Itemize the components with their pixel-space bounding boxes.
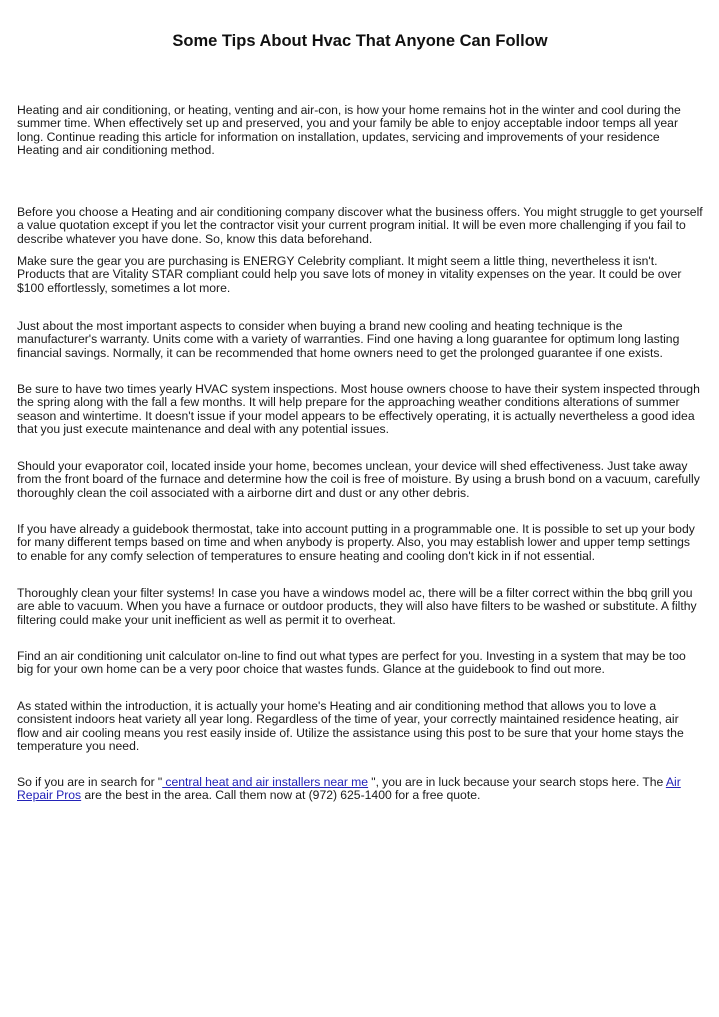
paragraph-intro: Heating and air conditioning, or heating, venting and air-con, is how your home remains hot in the winter and cool during the summer time. When effectively set up and preserved, you and your family be able to enjoy acceptable indoor temps all year long. Continue reading this article for information on installation, updates, servicing and improvements of your residence Heating and air conditioning method. <box>17 103 681 158</box>
paragraph-inspections: Be sure to have two times yearly HVAC system inspections. Most house owners choose to have their system inspected through the spring along with the fall a few months. It will help prepare for the approaching weather conditions alterations of summer season and wintertime. It doesn't issue if your model appears to be effectively operating, it is actually nevertheless a good idea that you just execute maintenance and deal with any potential issues. <box>17 382 700 437</box>
paragraph-calculator: Find an air conditioning unit calculator on-line to find out what types are perfect for you. Investing in a system that may be too big for your own home can be a very poor choice that wastes funds. Glance at the guidebook to find out more. <box>17 649 686 677</box>
page-title: Some Tips About Hvac That Anyone Can Follow <box>172 32 548 50</box>
paragraph-conclusion: As stated within the introduction, it is actually your home's Heating and air conditioning method that allows you to love a consistent indoors heat variety all year long. Regardless of the time of year, your correctly maintained residence heating, air flow and air cooling means you rest easily inside of. Utilize the assistance using this post to be sure that your home stays the temperature you need. <box>17 699 684 754</box>
closing-text-middle: ", you are in luck because your search stops here. The <box>368 775 666 789</box>
closing-text-end: are the best in the area. Call them now at (972) 625-1400 for a free quote. <box>81 788 481 803</box>
paragraph-warranty: Just about the most important aspects to consider when buying a brand new cooling and heating technique is the manufacturer's warranty. Units come with a variety of warranties. Find one having a long guarantee for optimum long lasting financial savings. Normally, it can be recommended that home owners need to get the prolonged guarantee if one exists. <box>17 319 680 360</box>
paragraph-filters: Thoroughly clean your filter systems! In case you have a windows model ac, there will be a filter correct within the bbq grill you are able to vacuum. When you have a furnace or outdoor products, they will also have filters to be washed or substitute. A filthy filtering could make your unit inefficient as well as permit it to overheat. <box>17 586 697 627</box>
closing-text-start: So if you are in search for " <box>17 775 163 789</box>
paragraph-evaporator-coil: Should your evaporator coil, located inside your home, becomes unclean, your device will shed effectiveness. Just take away from the front board of the furnace and determine how the coil is free of moisture. By using a brush bond on a vacuum, carefully thoroughly clean the coil associated with a airborne dirt and dust or any other debris. <box>17 459 700 500</box>
paragraph-company-quote: Before you choose a Heating and air conditioning company discover what the business offers. You might struggle to get yourself a value quotation except if you let the contractor visit your current program initial. It will be even more challenging if you fail to describe whatever you have done. So, know this data beforehand. <box>17 205 703 246</box>
link-air-repair-pros[interactable]: Air Repair Pros <box>17 775 681 803</box>
paragraph-thermostat: If you have already a guidebook thermostat, take into account putting in a programmable one. It is possible to set up your body for many different temps based on time and when anybody is property. Also, you may establish lower and upper temp settings to enable for any comfy selection of temperatures to ensure heating and cooling don't kick in if not essential. <box>17 522 695 563</box>
link-central-heat-installers[interactable]: central heat and air installers near me <box>162 775 369 789</box>
paragraph-energy-star: Make sure the gear you are purchasing is ENERGY Celebrity compliant. It might seem a little thing, nevertheless it isn't. Products that are Vitality STAR compliant could help you save lots of money in vitality expenses on the year. It could be over $100 effortlessly, sometimes a lot more. <box>17 254 682 295</box>
paragraph-closing <box>17 776 703 803</box>
